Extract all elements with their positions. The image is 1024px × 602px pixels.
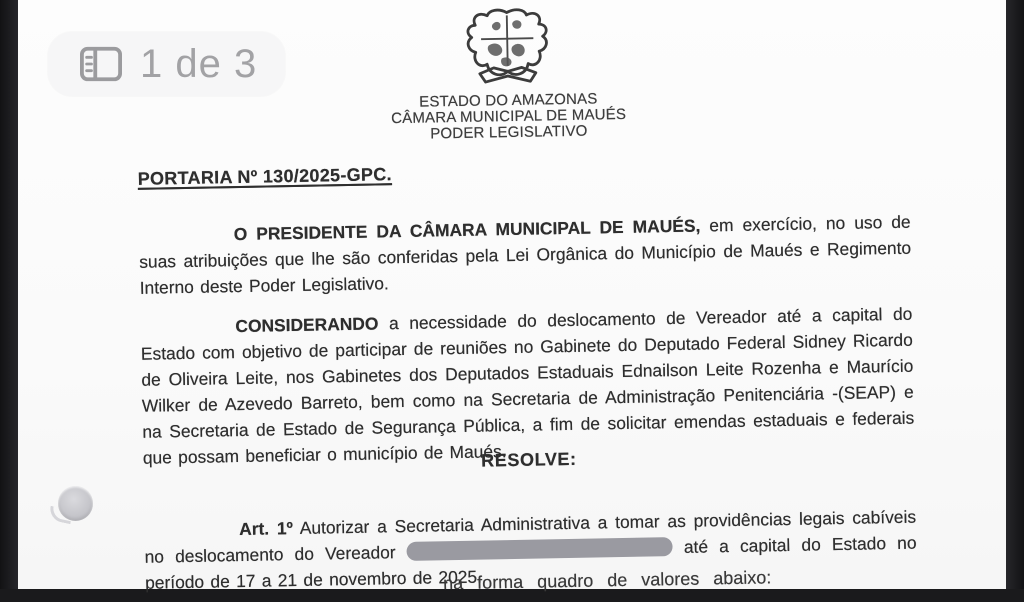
speech-bubble-icon [58, 486, 93, 521]
preamble-lead: O PRESIDENTE DA CÂMARA MUNICIPAL DE MAUÉS, [233, 215, 701, 245]
article-1-lead: Art. 1º [238, 518, 294, 540]
redaction-bar [407, 537, 673, 561]
letterhead-line-1: ESTADO DO AMAZONAS [419, 90, 598, 111]
page-indicator[interactable] [48, 32, 285, 96]
document-photo [18, 0, 1006, 594]
clipped-bottom-line: na forma quadro de valores abaixo: [442, 567, 772, 594]
preamble-body: em exercício, no uso de suas atribuições que lhe são conferidas pela Lei Orgânica do Município de Maués e Regimento Interno deste Poder Legislativo. [139, 212, 912, 299]
article-1-before-redaction: Autorizar a Secretaria Administrativa a tomar as providências legais cabíveis no deslocamento do Vereador [144, 507, 917, 568]
considerando-lead: CONSIDERANDO [235, 313, 379, 337]
letterhead-line-2: CÂMARA MUNICIPAL DE MAUÉS [390, 105, 627, 128]
document-title: PORTARIA Nº 130/2025-GPC. [137, 164, 393, 189]
letterhead-line-3: PODER LEGISLATIVO [430, 122, 588, 143]
considerando-body: a necessidade do deslocamento de Vereador até a capital do Estado com objetivo de participar de reuniões no Gabinete do Deputado Federal Sidney Ricardo de Oliveira Leite, nos Gabinetes dos Deputados Estaduais Ednailson Leite Rozenha e Maurício Wilker de Azevedo Barreto, bem como na Secretaria de Administração Penitenciária -(SEAP) e na Secretaria de Estado de Segurança Pública, a fim de solicitar emendas estaduais e federais que possam beneficiar o município de Maués. [140, 304, 915, 469]
preamble-paragraph [139, 209, 912, 301]
pages-icon [78, 43, 124, 85]
coat-of-arms [460, 5, 556, 91]
resolve-heading: RESOLVE: [481, 448, 577, 471]
article-1-after-redaction: até a capital do Estado no período de 17 a 21 de novembro de 2025. [144, 533, 917, 594]
page-indicator-label: 1 de 3 [140, 41, 258, 86]
